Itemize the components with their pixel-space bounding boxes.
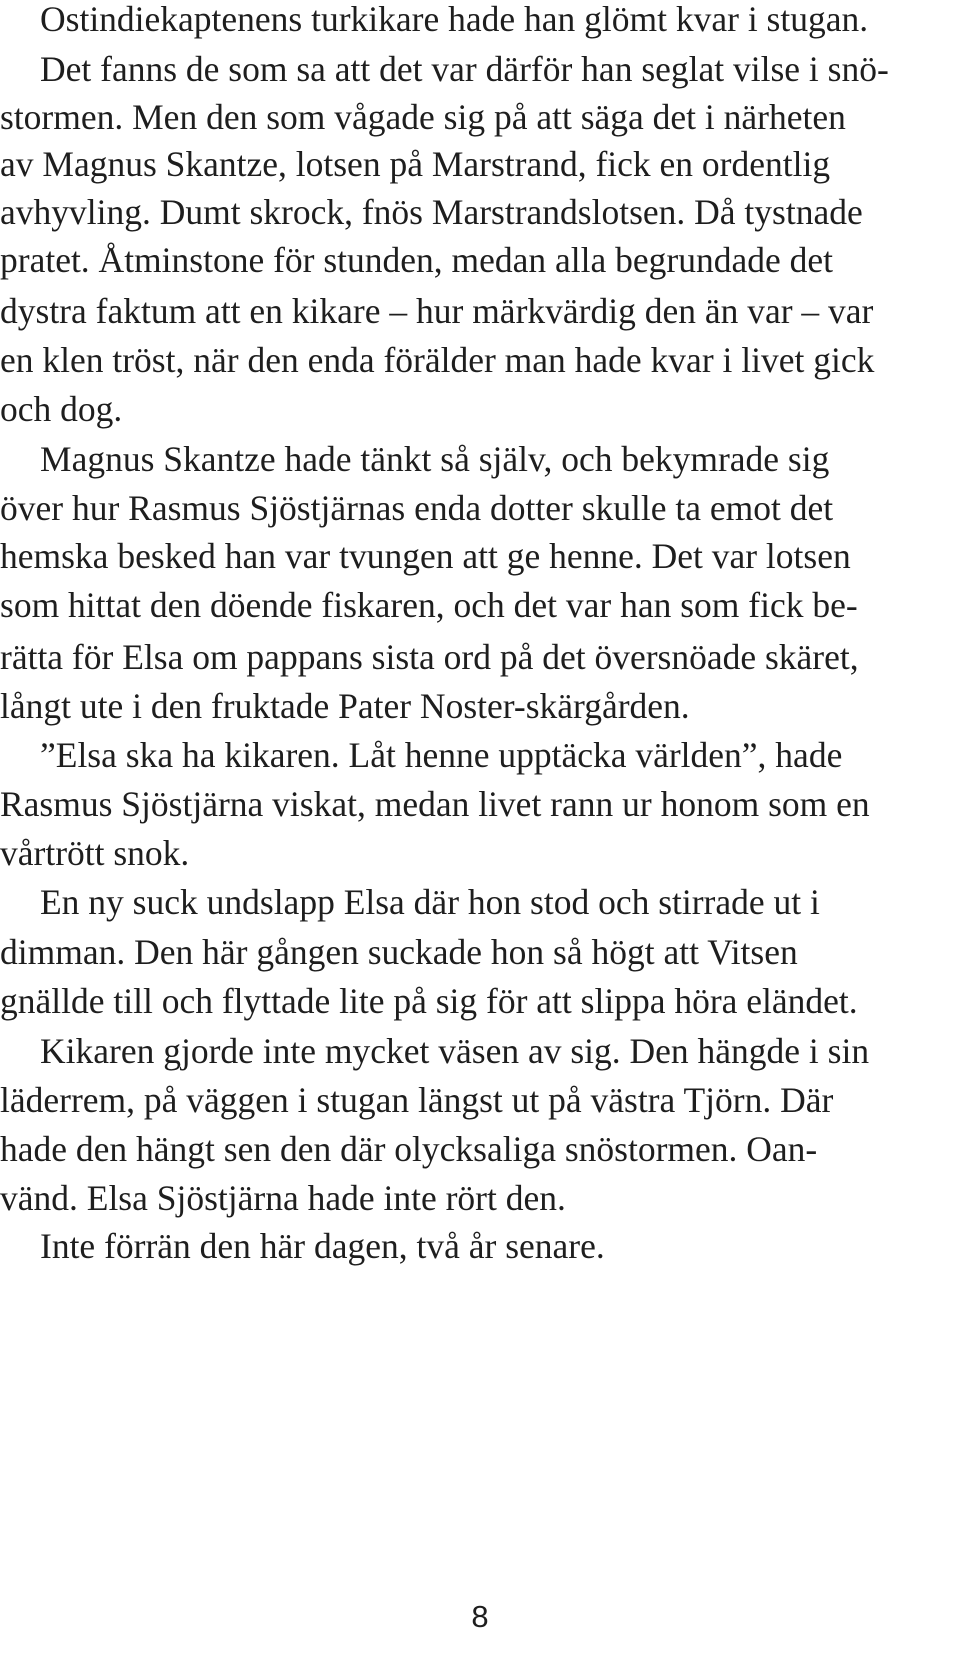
text-line: pratet. Åtminstone för stunden, medan alla begrundade det [0,240,834,280]
text-line: stormen. Men den som vågade sig på att säga det i närheten [0,97,846,137]
text-line: rätta för Elsa om pappans sista ord på det översnöade skäret, [0,637,859,677]
text-line: långt ute i den fruktade Pater Noster-skärgården. [0,686,690,726]
text-line: läderrem, på väggen i stugan längst ut på västra Tjörn. Där [0,1080,834,1120]
text-line: av Magnus Skantze, lotsen på Marstrand, fick en ordentlig [0,144,831,184]
page-number: 8 [471,1599,489,1634]
text-line: och dog. [0,389,123,429]
text-line: som hittat den döende fiskaren, och det var han som fick be- [0,585,858,625]
text-line: avhyvling. Dumt skrock, fnös Marstrandslotsen. Då tystnade [0,192,863,232]
text-line: ”Elsa ska ha kikaren. Låt henne upptäcka världen”, hade [40,735,843,775]
text-line: hemska besked han var tvungen att ge henne. Det var lotsen [0,536,851,576]
text-line: vårtrött snok. [0,833,190,873]
text-line: gnällde till och flyttade lite på sig för att slippa höra eländet. [0,981,858,1021]
text-line: över hur Rasmus Sjöstjärnas enda dotter skulle ta emot det [0,488,834,528]
text-line: hade den hängt sen den där olycksaliga snöstormen. Oan- [0,1129,818,1169]
text-line: En ny suck undslapp Elsa där hon stod och stirrade ut i [40,882,820,922]
text-line: dystra faktum att en kikare – hur märkvärdig den än var – var [0,291,874,331]
text-line: dimman. Den här gången suckade hon så högt att Vitsen [0,932,798,972]
text-line: en klen tröst, när den enda förälder man hade kvar i livet gick [0,340,875,380]
text-line: Rasmus Sjöstjärna viskat, medan livet rann ur honom som en [0,784,870,824]
text-line: Det fanns de som sa att det var därför han seglat vilse i snö- [40,49,889,89]
text-line: Ostindiekaptenens turkikare hade han glömt kvar i stugan. [40,0,869,39]
text-line: vänd. Elsa Sjöstjärna hade inte rört den. [0,1178,566,1218]
text-line: Kikaren gjorde inte mycket väsen av sig. Den hängde i sin [40,1031,870,1071]
text-line: Magnus Skantze hade tänkt så själv, och bekymrade sig [40,439,830,479]
text-line: Inte förrän den här dagen, två år senare. [40,1226,605,1266]
